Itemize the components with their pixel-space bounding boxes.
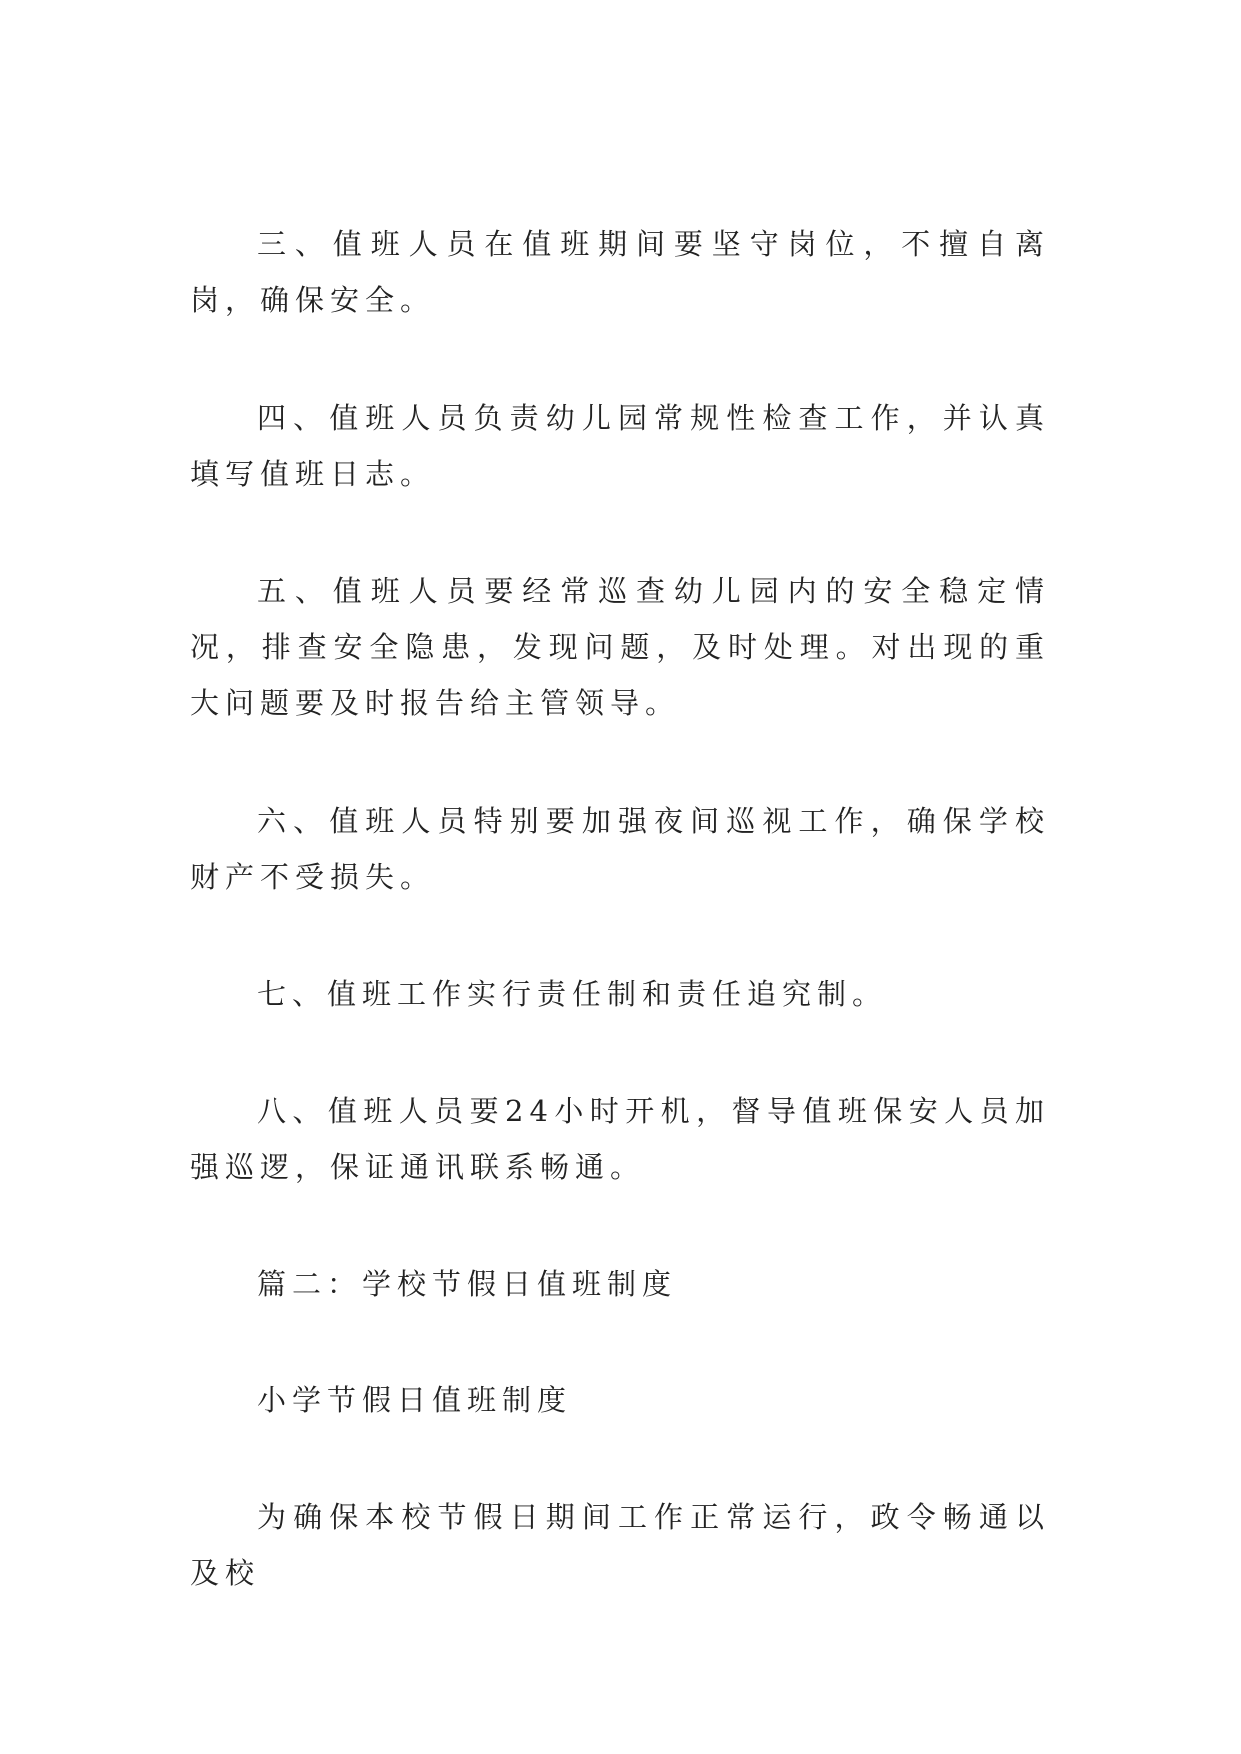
paragraph-night-patrol: 六、值班人员特别要加强夜间巡视工作，确保学校财产不受损失。 bbox=[190, 804, 1050, 894]
paragraph-responsibility: 七、值班工作实行责任制和责任追究制。 bbox=[257, 977, 888, 1011]
paragraph-routine-check: 四、值班人员负责幼儿园常规性检查工作，并认真填写值班日志。 bbox=[190, 401, 1050, 491]
paragraph-intro: 为确保本校节假日期间工作正常运行，政令畅通以及校 bbox=[190, 1500, 1050, 1590]
subsection-heading: 小学节假日值班制度 bbox=[257, 1383, 573, 1417]
paragraph-patrol-safety: 五、值班人员要经常巡查幼儿园内的安全稳定情况，排查安全隐患，发现问题，及时处理。对出现的重大问题要及时报告给主管领导。 bbox=[190, 574, 1050, 720]
section-heading: 篇二：学校节假日值班制度 bbox=[257, 1267, 678, 1301]
paragraph-phone-on: 八、值班人员要24小时开机，督导值班保安人员加强巡逻，保证通讯联系畅通。 bbox=[190, 1094, 1050, 1184]
paragraph-duty-on-post: 三、值班人员在值班期间要坚守岗位，不擅自离岗，确保安全。 bbox=[190, 227, 1050, 317]
